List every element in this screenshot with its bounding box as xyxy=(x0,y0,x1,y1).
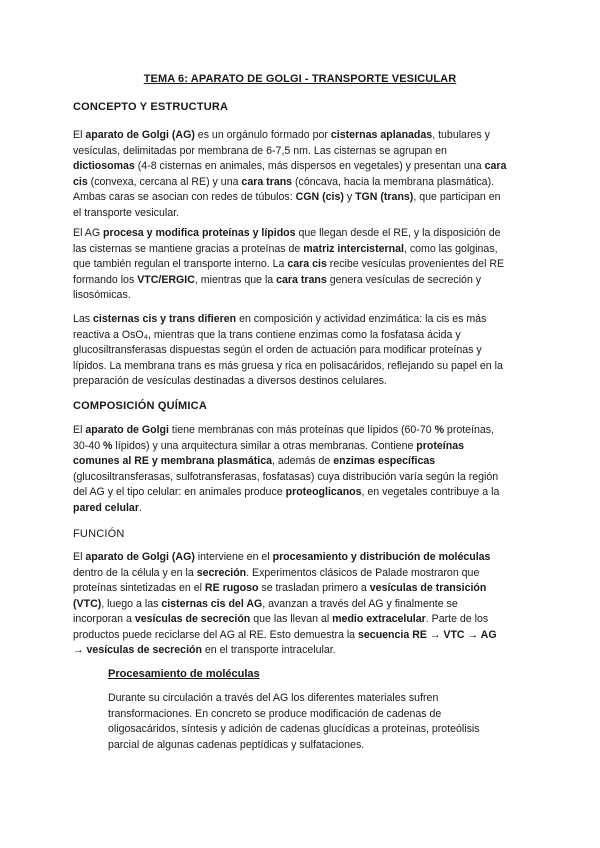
text-run: El AG xyxy=(73,227,104,239)
text-line xyxy=(73,597,533,613)
text-run: , en vegetales contribuye a la xyxy=(361,486,500,498)
text-run: y xyxy=(343,191,356,203)
text-run: que llegan desde el RE, y la disposición de xyxy=(295,227,501,239)
bold-term: pared celular xyxy=(73,501,139,514)
text-line xyxy=(73,550,533,566)
text-run: (4-8 cisternas en animales, más dispersos en vegetales) y presentan una xyxy=(134,160,485,172)
text-run: se trasladan primero a xyxy=(258,582,370,594)
text-run: del AG y el tipo celular: en animales produce xyxy=(73,486,286,498)
bold-term: cara xyxy=(484,160,507,172)
bold-term: cisternas aplanadas xyxy=(330,129,433,141)
text-run: transformaciones. En concreto se produce modificación de cadenas de xyxy=(108,707,442,720)
paragraph-procesamiento xyxy=(108,691,528,753)
text-run: . Experimentos clásicos de Palade mostraron que xyxy=(246,566,480,579)
text-run: lípidos. La membrana trans es más gruesa y rica en polisacáridos, reflejando su papel en la xyxy=(73,359,503,372)
text-run: en el transporte intracelular. xyxy=(201,644,336,656)
paragraph-concepto-2 xyxy=(73,226,533,304)
text-line xyxy=(73,328,533,344)
bold-term: medio extracelular xyxy=(332,613,426,625)
paragraph-composicion-1 xyxy=(73,423,533,516)
text-run: en composición y actividad enzimática: la cis es más xyxy=(236,313,487,325)
text-run: reactiva a OsO₄, mientras que la trans contiene enzimas como la fosfatasa ácida y xyxy=(73,328,461,341)
text-run: interviene en el xyxy=(194,551,273,563)
text-line xyxy=(73,128,533,144)
text-line xyxy=(73,501,533,517)
bold-term: (VTC) xyxy=(73,597,102,610)
bold-term: cisternas cis y trans difieren xyxy=(93,313,237,325)
heading-composicion: COMPOSICIÓN QUÍMICA xyxy=(73,400,207,412)
text-line xyxy=(73,612,533,628)
bold-term: aparato de Golgi xyxy=(85,424,169,436)
bold-term: procesa y modifica proteínas y lípidos xyxy=(103,227,296,239)
text-run: formando los xyxy=(73,273,138,286)
text-line xyxy=(73,454,533,470)
bold-term: proteínas xyxy=(416,439,464,452)
text-run: lípidos) y una arquitectura similar a otras membranas. Contiene xyxy=(112,439,417,452)
bold-term: comunes al RE y membrana plasmática xyxy=(73,455,273,467)
subheading-procesamiento: Procesamiento de moléculas xyxy=(108,668,260,680)
text-line xyxy=(73,628,533,644)
bold-term: % xyxy=(434,424,444,436)
text-run: que también regulan el transporte interno. La xyxy=(73,258,288,270)
heading-funcion: FUNCIÓN xyxy=(73,528,125,540)
text-run: lisosómicas. xyxy=(73,289,131,301)
text-run: El xyxy=(73,129,86,141)
bold-term: cisternas cis del AG xyxy=(161,597,263,610)
bold-term: RE rugoso xyxy=(204,582,259,594)
document-title: TEMA 6: APARATO DE GOLGI - TRANSPORTE VESICULAR xyxy=(143,73,457,85)
text-line xyxy=(73,359,533,375)
text-line xyxy=(73,288,533,304)
text-run: (convexa, cercana al RE) y una xyxy=(87,175,242,188)
text-line xyxy=(73,374,533,390)
text-line xyxy=(108,738,528,754)
text-run: oligosacáridos, síntesis y adición de cadenas glucídicas a proteínas, proteólisis xyxy=(108,723,480,735)
text-line xyxy=(73,190,533,206)
bold-term: cara cis xyxy=(287,258,327,270)
bold-term: → vesículas de secreción xyxy=(73,644,202,656)
text-run: , luego a las xyxy=(101,597,162,610)
text-line xyxy=(73,242,533,258)
text-run: preparación de vesículas destinadas a diversos destinos celulares. xyxy=(73,375,387,387)
bold-term: cara trans xyxy=(276,273,327,286)
bold-term: % xyxy=(103,439,113,452)
text-line xyxy=(108,707,528,723)
text-run: . xyxy=(138,501,142,514)
text-run: , avanzan a través del AG y finalmente se xyxy=(262,597,458,610)
text-run: glucosiltransferasas dispuestas según el orden de actuación para modificar proteínas y xyxy=(73,344,482,356)
bold-term: secuencia RE → VTC → AG xyxy=(358,628,497,641)
text-run: proteínas sintetizadas en el xyxy=(73,582,205,594)
text-run: proteínas, xyxy=(443,424,495,436)
text-run: , mientras que la xyxy=(194,273,277,286)
text-run: 30-40 xyxy=(73,439,104,452)
text-line xyxy=(73,343,533,359)
paragraph-concepto-3 xyxy=(73,312,533,390)
text-run: . Parte de los xyxy=(425,613,489,625)
bold-term: cis xyxy=(73,175,88,188)
text-line xyxy=(73,312,533,328)
text-run: tiene membranas con más proteínas que lípidos (60-70 xyxy=(168,424,435,436)
bold-term: procesamiento y distribución de moléculas xyxy=(272,551,491,563)
text-line xyxy=(73,175,533,191)
bold-term: matriz intercisternal xyxy=(303,242,404,255)
paragraph-concepto-1 xyxy=(73,128,533,221)
text-line xyxy=(73,257,533,273)
bold-term: secreción xyxy=(196,566,247,579)
bold-term: TGN (trans) xyxy=(355,191,414,203)
text-run: (glucosiltransferasas, sulfotransferasas, fosfatasas) cuya distribución varía según la región xyxy=(73,470,499,483)
text-line xyxy=(73,226,533,242)
bold-term: enzimas específicas xyxy=(333,455,436,467)
text-run: Las xyxy=(73,313,94,325)
text-line xyxy=(73,206,533,222)
text-run: dentro de la célula y en la xyxy=(73,566,197,579)
text-run: que las llevan al xyxy=(250,613,333,625)
text-line xyxy=(73,566,533,582)
text-run: vesículas, delimitadas por membrana de 6-7,5 nm. Las cisternas se agrupan en xyxy=(73,144,447,157)
text-run: Ambas caras se asocian con redes de túbulos: xyxy=(73,191,296,203)
text-line xyxy=(108,722,528,738)
bold-term: VTC/ERGIC xyxy=(137,273,195,286)
text-run: , que participan en xyxy=(413,191,501,203)
text-run: Durante su circulación a través del AG los diferentes materiales sufren xyxy=(108,692,439,704)
text-line xyxy=(73,423,533,439)
text-run: las cisternas se mantiene gracias a proteínas de xyxy=(73,242,304,255)
text-run: , además de xyxy=(272,455,334,467)
text-line xyxy=(73,470,533,486)
bold-term: dictiosomas xyxy=(73,160,135,172)
text-run: , como las golginas, xyxy=(403,242,498,255)
bold-term: aparato de Golgi (AG) xyxy=(85,551,195,563)
text-line xyxy=(108,691,528,707)
text-line xyxy=(73,485,533,501)
bold-term: CGN (cis) xyxy=(295,191,344,203)
text-run: parcial de algunas cadenas peptídicas y sulfataciones. xyxy=(108,738,365,751)
text-run: el transporte vesicular. xyxy=(73,206,179,219)
heading-concepto: CONCEPTO Y ESTRUCTURA xyxy=(73,101,229,113)
text-line xyxy=(73,439,533,455)
text-run: El xyxy=(73,424,86,436)
text-run: El xyxy=(73,551,86,563)
text-line xyxy=(73,581,533,597)
text-run: (cóncava, hacia la membrana plasmática). xyxy=(292,175,495,188)
text-line xyxy=(73,273,533,289)
bold-term: cara trans xyxy=(241,175,293,188)
bold-term: vesículas de transición xyxy=(369,582,487,594)
bold-term: proteoglicanos xyxy=(285,486,362,498)
paragraph-funcion-1 xyxy=(73,550,533,659)
text-run: incorporan a xyxy=(73,613,135,625)
text-run: , tubulares y xyxy=(432,129,490,141)
text-run: genera vesículas de secreción y xyxy=(326,273,482,286)
text-line xyxy=(73,643,533,659)
bold-term: vesículas de secreción xyxy=(134,613,251,625)
text-run: productos puede reciclarse del AG al RE. Esto demuestra la xyxy=(73,628,359,641)
text-run: es un orgánulo formado por xyxy=(194,129,331,141)
text-line xyxy=(73,144,533,160)
text-run: recibe vesículas provenientes del RE xyxy=(326,258,505,270)
bold-term: aparato de Golgi (AG) xyxy=(85,129,195,141)
text-line xyxy=(73,159,533,175)
